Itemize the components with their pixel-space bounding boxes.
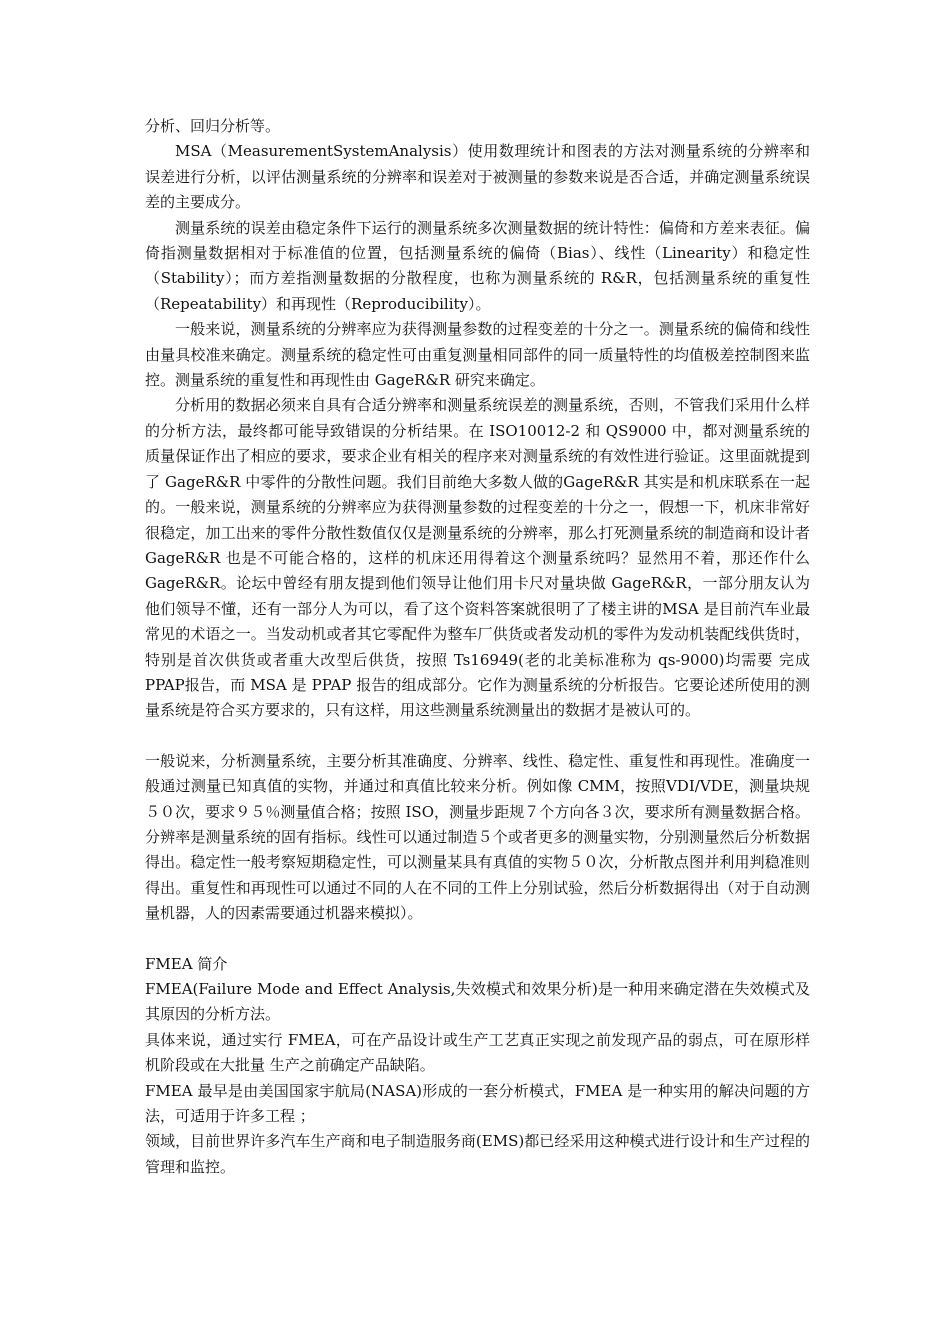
paragraph-measurement-error: 测量系统的误差由稳定条件下运行的测量系统多次测量数据的统计特性：偏倚和方差来表征。偏倚指测量数据相对于标准值的位置，包括测量系统的偏倚（Bias）、线性（Linearity）和稳定性（Stability）；而方差指测量数据的分散程度，也称为测量系统的 R&R，包括测量系统的重复性（Repeatability）和再现性（Reproducibility）。: [145, 218, 810, 313]
paragraph-gage-rr: 分析用的数据必须来自具有合适分辨率和测量系统误差的测量系统，否则，不管我们采用什么样的分析方法，最终都可能导致错误的分析结果。在 ISO10012-2 和 QS9000 中，都对测量系统的质量保证作出了相应的要求，要求企业有相关的程序来对测量系统的有效性进行验证。这里面就提到了 GageR&R 中零件的分散性问题。我们目前绝大多数人做的GageR&R 其实是和机床联系在一起的。一般来说，测量系统的分辨率应为获得测量参数的过程变差的十分之一，假想一下，机床非常好很稳定，加工出来的零件分散性数值仅仅是测量系统的分辨率，那么打死测量系统的制造商和设计者 GageR&R 也是不可能合格的，这样的机床还用得着这个测量系统吗？显然用不着，那还作什么 GageR&R。论坛中曾经有朋友提到他们领导让他们用卡尺对量块做 GageR&R，一部分朋友认为他们领导不懂，还有一部分人为可以，看了这个资料答案就很明了了楼主讲的MSA 是目前汽车业最常见的术语之一。当发动机或者其它零配件为整车厂供货或者发动机的零件为发动机装配线供货时，特别是首次供货或者重大改型后供货，按照 Ts16949(老的北美标准称为 qs-9000)均需要 完成 PPAP报告，而 MSA 是 PPAP 报告的组成部分。它作为测量系统的分析报告。它要论述所使用的测量系统是符合买方要求的，只有这样，用这些测量系统测量出的数据才是被认可的。: [145, 396, 810, 720]
section-heading-fmea: FMEA 简介: [145, 954, 228, 973]
paragraph-gap: [145, 724, 810, 749]
paragraph-msa-definition: MSA（MeasurementSystemAnalysis）使用数理统计和图表的方法对测量系统的分辨率和误差进行分析，以评估测量系统的分辨率和误差对于被测量的参数来说是否合适，并确定测量系统误差的主要成分。: [145, 142, 810, 212]
paragraph-fmea-origin: FMEA 最早是由美国国家宇航局(NASA)形成的一套分析模式，FMEA 是一种实用的解决问题的方法，可适用于许多工程 ；: [145, 1081, 810, 1126]
paragraph-resolution: 一般来说，测量系统的分辨率应为获得测量参数的过程变差的十分之一。测量系统的偏倚和线性由量具校准来确定。测量系统的稳定性可由重复测量相同部件的同一质量特性的均值极差控制图来监控。测量系统的重复性和再现性由 GageR&R 研究来确定。: [145, 320, 810, 390]
paragraph-fmea-definition: FMEA(Failure Mode and Effect Analysis,失效模式和效果分析)是一种用来确定潜在失效模式及其原因的分析方法。: [145, 980, 810, 1024]
paragraph-analysis-methods: 一般说来，分析测量系统，主要分析其准确度、分辨率、线性、稳定性、重复性和再现性。准确度一般通过测量已知真值的实物，并通过和真值比较来分析。例如像 CMM，按照VDI/VDE，测量块规５０次，要求９５％测量值合格；按照 ISO，测量步距规７个方向各３次，要求所有测量数据合格。分辨率是测量系统的固有指标。线性可以通过制造５个或者更多的测量实物，分别测量然后分析数据得出。稳定性一般考察短期稳定性，可以测量某具有真值的实物５０次，分析散点图并利用判稳准则得出。重复性和再现性可以通过不同的人在不同的工件上分别试验，然后分析数据得出（对于自动测量机器，人的因素需要通过机器来模拟）。: [145, 751, 810, 923]
paragraph-gap: [145, 927, 810, 952]
paragraph-fmea-detail: 具体来说，通过实行 FMEA，可在产品设计或生产工艺真正实现之前发现产品的弱点，可在原形样机阶段或在大批量 生产之前确定产品缺陷。: [145, 1030, 810, 1075]
document-page: [145, 114, 810, 1180]
paragraph-fmea-adoption: 领域，目前世界许多汽车生产商和电子制造服务商(EMS)都已经采用这种模式进行设计和生产过程的管理和监控。: [145, 1132, 810, 1176]
paragraph-intro-tail: 分析、回归分析等。: [145, 117, 281, 135]
